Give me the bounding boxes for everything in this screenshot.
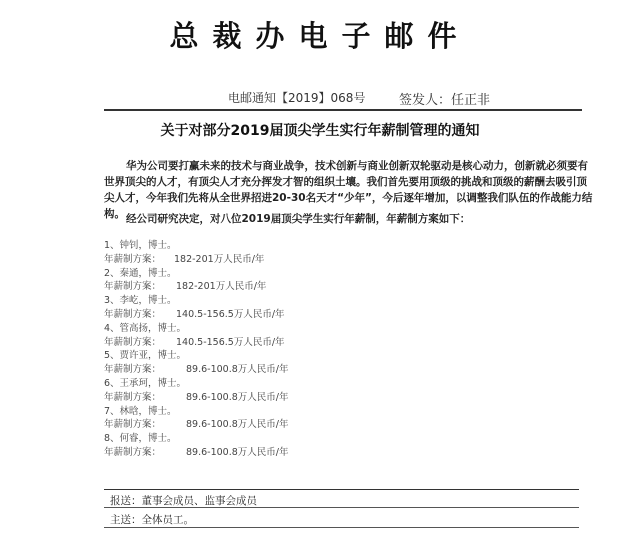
decision-paragraph: 经公司研究决定，对八位2019届顶尖学生实行年薪制，年薪制方案如下： [126, 213, 471, 225]
document-title: 总裁办电子邮件 [169, 19, 471, 53]
footer-divider [104, 489, 579, 490]
body-paragraph: 华为公司要打赢未来的技术与商业战争，技术创新与商业创新双轮驱动是核心动力，创新就必须要有世界顶尖的人才，有顶尖人才充分挥发才智的组织土壤。我们首先要用顶级的挑战和顶级的薪酬去吸引顶尖人才，今年我们先将从全世界招进20-30名天才“少年”，今后逐年增加，以调整我们队伍的作战能力结构。 [104, 160, 593, 220]
header-divider [104, 109, 582, 111]
employee-name: 3、李屹，博士。 [104, 295, 177, 307]
salary-value: 140.5-156.5万人民币/年 [176, 336, 285, 348]
salary-label: 年薪制方案： [104, 281, 162, 293]
salary-value: 140.5-156.5万人民币/年 [176, 308, 285, 320]
salary-value: 89.6-100.8万人民币/年 [186, 419, 289, 431]
employee-name: 6、王承珂，博士。 [104, 377, 187, 389]
salary-label: 年薪制方案： [104, 419, 162, 431]
subject-line: 关于对部分2019届顶尖学生实行年薪制管理的通知 [160, 123, 480, 139]
employee-name: 2、秦通，博士。 [104, 267, 177, 279]
to-line: 主送：全体员工。 [110, 514, 194, 526]
salary-value: 182-201万人民币/年 [174, 253, 265, 265]
footer-divider [104, 507, 579, 508]
notice-number: 电邮通知【2019】068号 [228, 91, 366, 105]
employee-name: 8、何睿，博士。 [104, 433, 177, 445]
employee-name: 1、钟钊，博士。 [104, 240, 177, 251]
employee-name: 7、林晗，博士。 [104, 405, 177, 417]
employee-name: 4、管高扬，博士。 [104, 322, 187, 334]
salary-label: 年薪制方案： [104, 391, 162, 403]
cc-line: 报送：董事会成员、监事会成员 [110, 495, 257, 507]
sender: 签发人：任正非 [399, 93, 491, 108]
salary-label: 年薪制方案： [104, 446, 162, 458]
footer-divider [104, 527, 579, 528]
salary-value: 89.6-100.8万人民币/年 [186, 364, 289, 376]
salary-value: 182-201万人民币/年 [176, 281, 267, 293]
employee-name: 5、贾许亚，博士。 [104, 350, 187, 362]
salary-label: 年薪制方案： [104, 364, 162, 376]
salary-value: 89.6-100.8万人民币/年 [186, 446, 289, 458]
salary-value: 89.6-100.8万人民币/年 [186, 391, 289, 403]
salary-label: 年薪制方案： [104, 336, 162, 348]
salary-label: 年薪制方案： [104, 308, 162, 320]
salary-label: 年薪制方案： [104, 253, 162, 265]
